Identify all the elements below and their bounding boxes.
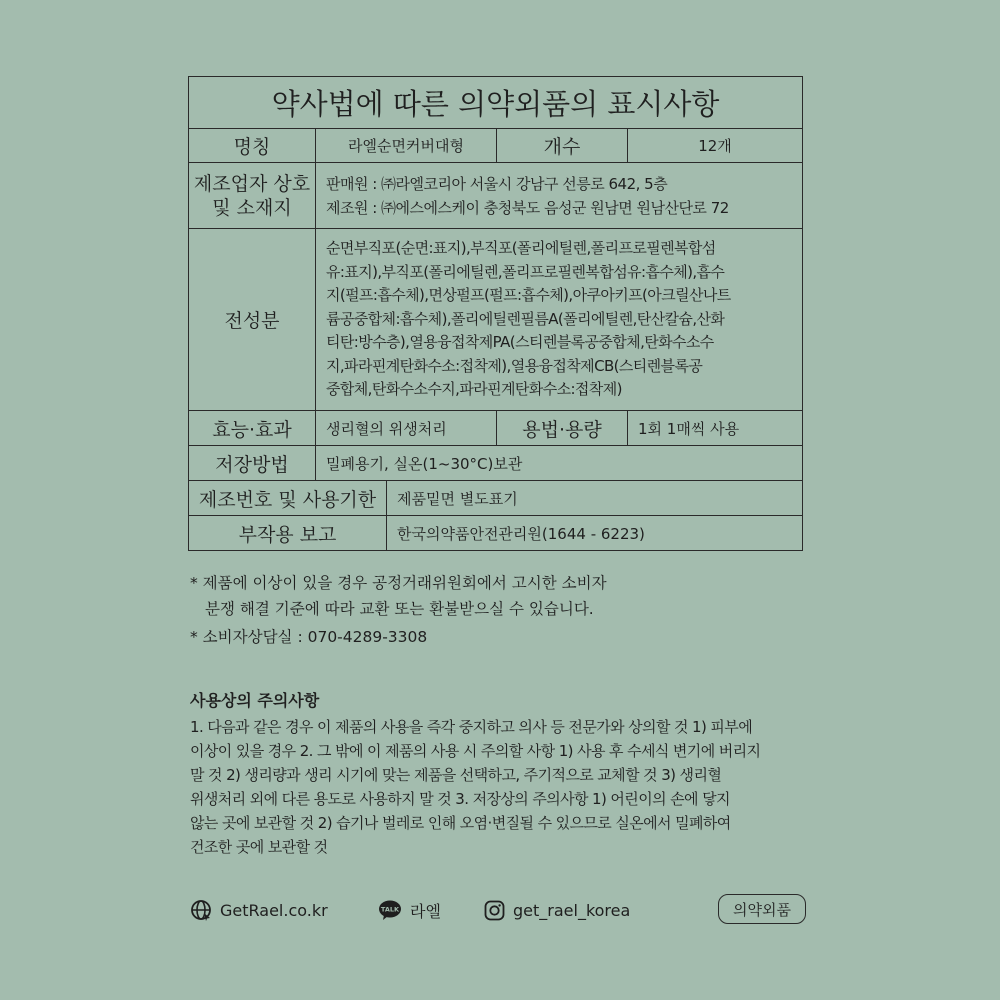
report-label: 부작용 보고 — [189, 516, 387, 550]
instagram-text: get_rael_korea — [513, 900, 631, 920]
ingredients-label: 전성분 — [189, 229, 316, 410]
seller-info: 판매원 : ㈜라엘코리아 서울시 강남구 선릉로 642, 5층 — [326, 174, 668, 193]
count-label: 개수 — [497, 129, 628, 162]
manufacturer-info: 제조원 : ㈜에스에스케이 충청북도 음성군 원남면 원남산단로 72 — [326, 198, 729, 217]
ingredients-line: 순면부직포(순면:표지),부직포(폴리에틸렌,폴리프로필렌복합섬 — [326, 239, 716, 257]
kakaotalk-icon — [378, 899, 402, 921]
caution-line: 이상이 있을 경우 2. 그 밖에 이 제품의 사용 시 주의할 사항 1) 사용 후 수세식 변기에 버리지 — [190, 742, 761, 760]
maker-row — [189, 163, 802, 229]
ingredients-line: 륨공중합체:흡수체),폴리에틸렌필름A(폴리에틸렌,탄산칼슘,산화 — [326, 309, 725, 328]
dosage-label: 용법·용량 — [497, 411, 628, 445]
ingredients-line: 지(펄프:흡수체),면상펄프(펄프:흡수체),아쿠아키프(아크릴산나트 — [326, 286, 731, 304]
maker-label-line2: 및 소재지 — [212, 196, 292, 219]
name-row — [189, 129, 802, 163]
product-info-table — [188, 76, 803, 551]
note-exchange-line1: * 제품에 이상이 있을 경우 공정거래위원회에서 고시한 소비자 — [190, 574, 607, 592]
lot-row — [189, 481, 802, 516]
storage-row — [189, 446, 802, 481]
caution-title: 사용상의 주의사항 — [190, 691, 320, 710]
footer — [190, 893, 810, 927]
ingredients-row — [189, 229, 802, 411]
kakao-icon-text: TALK — [380, 905, 400, 914]
storage-label: 저장방법 — [189, 446, 316, 480]
ingredients-value — [316, 229, 802, 410]
caution-body — [190, 715, 810, 859]
ingredients-line: 지,파라핀계탄화수소:접착제),열용융접착제CB(스티렌블록공 — [326, 356, 703, 375]
website-link[interactable] — [190, 893, 328, 927]
caution-line: 위생처리 외에 다른 용도로 사용하지 말 것 3. 저장상의 주의사항 1) 어린이의 손에 닿지 — [190, 790, 730, 808]
kakao-text: 라엘 — [410, 901, 441, 921]
lot-label: 제조번호 및 사용기한 — [189, 481, 387, 515]
report-value: 한국의약품안전관리원(1644 - 6223) — [397, 524, 645, 543]
caution-line: 건조한 곳에 보관할 것 — [190, 838, 328, 856]
note-consumer-center: * 소비자상담실 : 070-4289-3308 — [190, 628, 428, 646]
dosage-value: 1회 1매씩 사용 — [638, 419, 740, 438]
globe-icon — [190, 899, 212, 921]
lot-value: 제품밑면 별도표기 — [397, 489, 518, 508]
maker-label-line1: 제조업자 상호 — [193, 172, 311, 195]
maker-label — [189, 163, 316, 228]
table-title-row — [189, 77, 802, 129]
consumer-notes — [190, 570, 607, 650]
table-title: 약사법에 따른 의약외품의 표시사항 — [271, 87, 720, 121]
effect-value: 생리혈의 위생처리 — [316, 411, 497, 445]
ingredients-line: 티탄:방수층),열용융접착제PA(스티렌블록공중합체,탄화수소수 — [326, 333, 714, 351]
count-value: 12개 — [698, 137, 732, 155]
note-exchange-line2: 분쟁 해결 기준에 따라 교환 또는 환불받으실 수 있습니다. — [205, 600, 594, 618]
kakao-link[interactable] — [378, 893, 441, 927]
caution-line: 1. 다음과 같은 경우 이 제품의 사용을 즉각 중지하고 의사 등 전문가와 상의할 것 1) 피부에 — [190, 718, 753, 736]
name-label: 명칭 — [189, 129, 316, 162]
quasi-drug-badge: 의약외품 — [718, 894, 806, 924]
caution-line: 말 것 2) 생리량과 생리 시기에 맞는 제품을 선택하고, 주기적으로 교체할 것 3) 생리혈 — [190, 766, 722, 784]
ingredients-line: 중합체,탄화수소수지,파라핀계탄화수소:접착제) — [326, 380, 622, 398]
website-text: GetRael.co.kr — [220, 900, 328, 920]
storage-value: 밀폐용기, 실온(1~30°C)보관 — [326, 454, 523, 473]
maker-value — [316, 163, 802, 228]
caution-line: 않는 곳에 보관할 것 2) 습기나 벌레로 인해 오염·변질될 수 있으므로 실온에서 밀폐하여 — [190, 814, 731, 832]
effect-label: 효능·효과 — [189, 411, 316, 445]
usage-caution — [190, 688, 810, 859]
name-value: 라엘순면커버대형 — [316, 129, 497, 162]
effect-row — [189, 411, 802, 446]
instagram-icon — [484, 900, 505, 921]
report-row — [189, 516, 802, 550]
instagram-link[interactable] — [484, 893, 630, 927]
ingredients-line: 유:표지),부직포(폴리에틸렌,폴리프로필렌복합섬유:흡수체),흡수 — [326, 262, 725, 281]
